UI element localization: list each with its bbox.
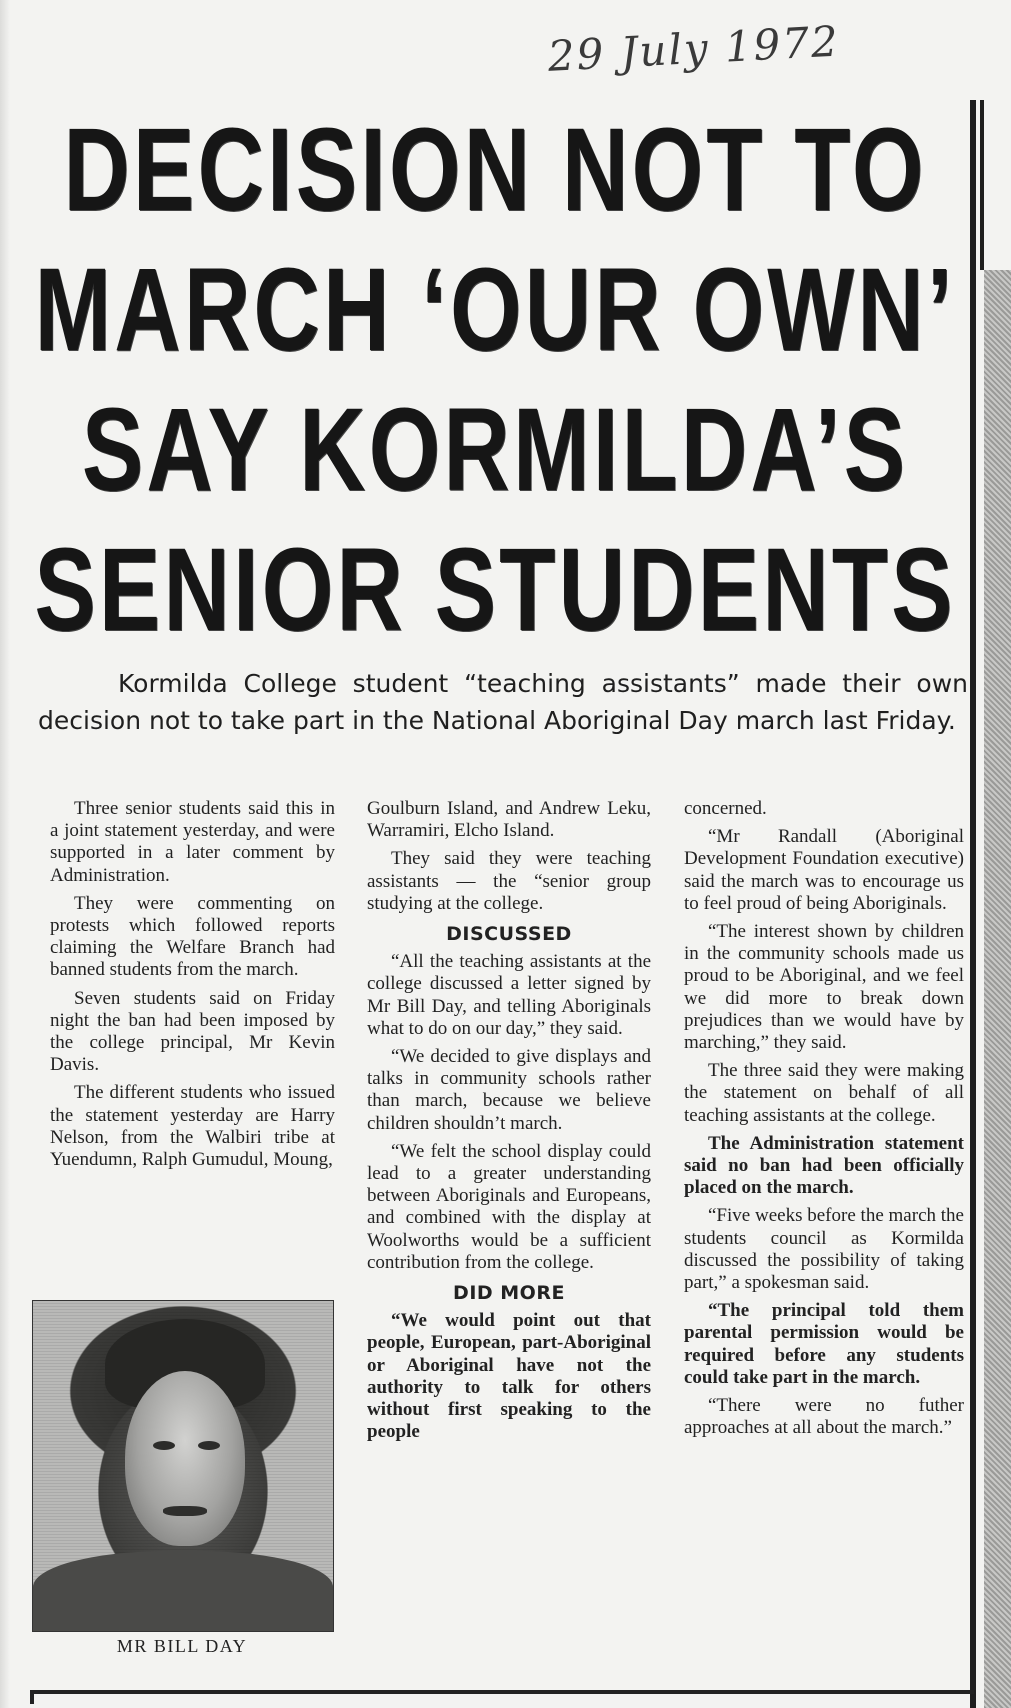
article-column-3 <box>684 798 964 1445</box>
photo-eye <box>198 1441 220 1450</box>
headline-line-2: MARCH ‘OUR OWN’ <box>34 244 956 376</box>
headline-line-3: SAY KORMILDA’S <box>81 384 909 516</box>
column-rule <box>970 100 976 1708</box>
paragraph: “Five weeks before the march the students council as Kormilda discussed the possibility of taking part,” a spokesman said. <box>684 1205 964 1294</box>
paragraph: Goulburn Island, and Andrew Leku, Warramiri, Elcho Island. <box>367 798 651 842</box>
paragraph: “The interest shown by children in the community schools made us proud to be Aboriginal, and we feel we did more to break down prejudices than we would have by marching,” they said. <box>684 921 964 1054</box>
subheading-discussed: DISCUSSED <box>446 923 572 946</box>
portrait-photo <box>32 1300 334 1632</box>
standfirst <box>38 665 968 739</box>
paragraph: “The principal told them parental permission would be required before any students could take part in the march. <box>684 1300 964 1388</box>
adjacent-halftone-edge <box>984 270 1011 1708</box>
paragraph: They were commenting on protests which followed reports claiming the Welfare Branch had banned students from the march. <box>50 892 335 981</box>
photo-shoulders <box>33 1551 333 1631</box>
subheading-did-more: DID MORE <box>453 1282 565 1305</box>
paragraph: “We felt the school display could lead to a greater understanding between Aboriginals and Europeans, and combined with the display at Woolworths would be a sufficient contribution from the college. <box>367 1140 651 1273</box>
headline-line-4: SENIOR STUDENTS <box>34 524 956 656</box>
headline <box>34 100 956 660</box>
paragraph: “We decided to give displays and talks in community schools rather than march, because we believe children shouldn’t march. <box>367 1046 651 1134</box>
photo-eye <box>153 1441 175 1450</box>
paragraph: They said they were teaching assistants — the “senior group studying at the college. <box>367 848 651 914</box>
standfirst-text: Kormilda College student “teaching assistants” made their own decision not to take part in the National Aboriginal Day march last Friday. <box>38 669 968 735</box>
paragraph: The different students who issued the statement yesterday are Harry Nelson, from the Walbiri tribe at Yuendumn, Ralph Gumudul, Moung, <box>50 1082 335 1171</box>
paragraph: Seven students said on Friday night the ban had been imposed by the college principal, Mr Kevin Davis. <box>50 987 335 1076</box>
paragraph: “There were no futher approaches at all about the march.” <box>684 1395 964 1439</box>
paragraph: concerned. <box>684 798 767 819</box>
article-column-2 <box>367 798 651 1449</box>
photo-caption: MR BILL DAY <box>116 1636 248 1656</box>
article-column-1 <box>50 798 335 1177</box>
paragraph: “All the teaching assistants at the college discussed a letter signed by Mr Bill Day, and telling Aboriginals what to do on our day,” they said. <box>367 951 651 1039</box>
page-edge <box>0 0 10 1708</box>
paragraph: Three senior students said this in a joint statement yesterday, and were supported in a later comment by Administration. <box>50 798 335 886</box>
adjacent-article-edge <box>984 100 1011 270</box>
headline-line-1: DECISION NOT TO <box>63 104 927 236</box>
photo-face <box>125 1371 245 1546</box>
paragraph: “Mr Randall (Aboriginal Development Foundation executive) said the march was to encourage us to feel proud of being Aboriginals. <box>684 826 964 914</box>
photo-mouth <box>163 1506 207 1516</box>
paragraph: “We would point out that people, European, part-Aboriginal or Aboriginal have not the authority to talk for others without first speaking to the people <box>367 1310 651 1443</box>
bottom-border <box>30 1690 974 1704</box>
paragraph: The three said they were making the statement on behalf of all teaching assistants at the college. <box>684 1060 964 1126</box>
paragraph: The Administration statement said no ban had been officially placed on the march. <box>684 1132 964 1199</box>
handwritten-date: 29 July 1972 <box>546 16 841 81</box>
